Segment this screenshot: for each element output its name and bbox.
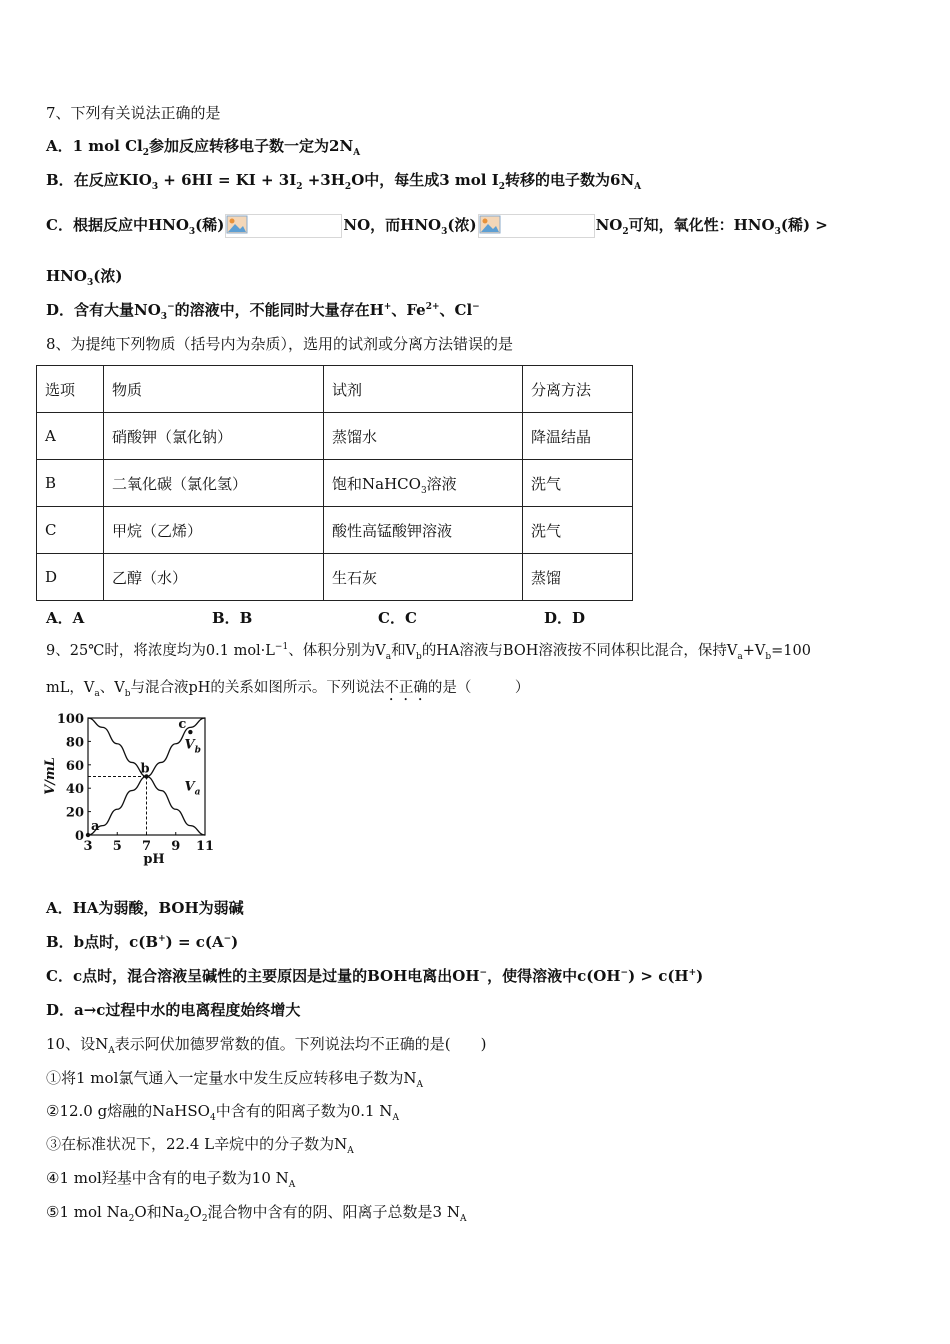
superscript: 2+ — [425, 302, 440, 312]
y-tick-label: 0 — [74, 829, 84, 844]
text: 的溶液中，不能同时大量存在H — [174, 301, 384, 319]
emphasized-text: 不正确 — [384, 680, 428, 696]
option-label: B． — [46, 171, 74, 189]
q9-option-d: D．a→c过程中水的电离程度始终增大 — [46, 1001, 301, 1019]
point-label-b: b — [140, 761, 150, 777]
broken-image-icon — [225, 214, 342, 238]
option-label: C． — [46, 216, 73, 234]
text: 的HA溶液与BOH溶液按不同体积比混合，保持V — [421, 643, 738, 659]
text: ) = c(A — [165, 933, 224, 951]
text: =100 — [771, 643, 811, 659]
text: + 6HI = KI + 3I — [158, 171, 297, 189]
text: 含有大量NO — [74, 301, 161, 319]
subscript: 3 — [160, 312, 168, 322]
x-tick-label: 11 — [195, 839, 215, 854]
text: ) — [696, 967, 704, 985]
ph-volume-chart — [40, 710, 220, 870]
table-cell: B — [37, 460, 104, 507]
subscript: 2 — [296, 182, 303, 192]
table-header: 物质 — [104, 366, 324, 413]
table-cell: A — [37, 413, 104, 460]
table-header: 试剂 — [324, 366, 523, 413]
text: 根据反应中HNO — [72, 216, 189, 234]
x-tick-label: 7 — [141, 839, 152, 854]
text: (稀) > — [780, 216, 828, 234]
table-cell: 蒸馏 — [523, 554, 633, 601]
superscript: + — [688, 968, 697, 978]
subscript: A — [347, 1146, 354, 1156]
broken-image-icon — [478, 214, 595, 238]
subscript: 3 — [441, 227, 448, 237]
text: ④1 mol羟基中含有的电子数为10 N — [46, 1169, 289, 1187]
text: 和V — [391, 643, 417, 659]
table-cell: 洗气 — [523, 507, 633, 554]
text: 、体积分别为V — [288, 643, 386, 659]
q10-item-2 — [46, 1101, 399, 1121]
text: ) > c(H — [628, 967, 689, 985]
subscript: A — [392, 1113, 399, 1123]
text: 参加反应转移电子数一定为2N — [149, 137, 354, 155]
y-axis-label: V/mL — [43, 757, 58, 795]
x-tick-label: 3 — [83, 839, 93, 854]
option-b: B．B — [212, 609, 253, 627]
y-tick-label: 100 — [56, 712, 84, 727]
text: 饱和NaHCO — [332, 474, 421, 493]
subscript: 3 — [188, 227, 196, 237]
superscript: − — [472, 302, 480, 312]
text: 中含有的阳离子数为0.1 N — [215, 1102, 393, 1120]
table-cell: 二氧化碳（氯化氢） — [104, 460, 324, 507]
table-cell: 降温结晶 — [523, 413, 633, 460]
text: 混合物中含有的阴、阳离子总数是3 N — [207, 1203, 460, 1221]
point-c — [188, 730, 192, 734]
option-label: D． — [46, 301, 75, 319]
option-label: A． — [46, 137, 73, 155]
superscript: + — [383, 302, 392, 312]
point-label-a: a — [91, 819, 100, 834]
text: 溶液 — [426, 474, 457, 493]
q10-stem — [46, 1034, 486, 1054]
subscript: a — [737, 651, 743, 662]
y-tick-label: 40 — [65, 782, 84, 798]
subscript: a — [385, 651, 392, 662]
text: ) — [231, 933, 239, 951]
q8-table — [36, 365, 633, 601]
subscript: 3 — [774, 227, 781, 237]
table-cell: 蒸馏水 — [324, 413, 523, 460]
subscript: A — [460, 1214, 467, 1224]
q10-item-5 — [46, 1202, 467, 1222]
table-row — [37, 507, 633, 554]
y-tick-label: 20 — [65, 805, 84, 821]
subscript: A — [288, 1180, 296, 1190]
point-a — [86, 833, 90, 837]
text: NO，而HNO — [343, 216, 442, 234]
superscript: −1 — [274, 642, 289, 653]
option-c: C．C — [378, 609, 417, 627]
table-cell: 硝酸钾（氯化钠） — [104, 413, 324, 460]
q10-item-1 — [46, 1068, 423, 1088]
q7-option-c-continued — [46, 266, 122, 286]
table-row — [37, 460, 633, 507]
text: (浓) — [93, 267, 123, 285]
text: 、Cl — [439, 301, 473, 319]
text: 与混合液pH的关系如图所示。下列说法 — [130, 680, 385, 696]
text: 、V — [99, 680, 125, 696]
table-header: 选项 — [37, 366, 104, 413]
q9-stem-line1 — [46, 641, 811, 661]
subscript: 4 — [209, 1113, 216, 1123]
subscript: A — [634, 182, 642, 192]
subscript: a — [94, 688, 100, 699]
q10-item-3 — [46, 1134, 354, 1154]
text: (稀) — [195, 216, 225, 234]
text: O和Na — [134, 1203, 184, 1221]
text: C．c点时，混合溶液呈碱性的主要原因是过量的BOH电离出OH — [46, 967, 480, 985]
series-label-Va: $V_a$ — [184, 779, 201, 798]
text: 9、25℃时，将浓度均为0.1 mol·L — [46, 643, 275, 659]
text: 转移的电子数为6N — [505, 171, 635, 189]
subscript: 2 — [183, 1214, 190, 1224]
superscript: − — [620, 968, 629, 978]
q7-option-a — [46, 136, 360, 156]
q10-item-4 — [46, 1168, 295, 1188]
table-cell: 洗气 — [523, 460, 633, 507]
subscript: b — [124, 688, 131, 699]
table-header: 分离方法 — [523, 366, 633, 413]
q9-stem-line2 — [46, 678, 529, 704]
text: 可知，氧化性：HNO — [628, 216, 775, 234]
table-header-row — [37, 366, 633, 413]
table-cell: 甲烷（乙烯） — [104, 507, 324, 554]
superscript: − — [223, 934, 232, 944]
option-a: A．A — [46, 609, 85, 627]
text: NO — [595, 216, 623, 234]
table-cell: 乙醇（水） — [104, 554, 324, 601]
text: +3H — [302, 171, 345, 189]
subscript: 2 — [201, 1214, 208, 1224]
table-cell: D — [37, 554, 104, 601]
q9-option-c — [46, 966, 703, 986]
table-cell: 酸性高锰酸钾溶液 — [324, 507, 523, 554]
subscript: 2 — [622, 227, 629, 237]
text: HNO — [46, 267, 87, 285]
y-tick-label: 60 — [65, 758, 84, 774]
superscript: − — [167, 302, 175, 312]
q7-option-b — [46, 170, 641, 190]
text: ③在标准状况下，22.4 L辛烷中的分子数为N — [46, 1135, 348, 1153]
subscript: 2 — [128, 1214, 135, 1224]
subscript: A — [353, 148, 361, 158]
superscript: + — [158, 934, 166, 944]
table-cell: 生石灰 — [324, 554, 523, 601]
y-tick-label: 80 — [65, 735, 84, 751]
q8-options — [46, 608, 585, 628]
point-label-c: c — [178, 717, 187, 733]
q9-option-b — [46, 932, 238, 952]
q8-stem: 8、为提纯下列物质（括号内为杂质），选用的试剂或分离方法错误的是 — [46, 335, 514, 353]
subscript: 3 — [86, 278, 94, 288]
text: 1 mol Cl — [72, 137, 143, 155]
table-cell: C — [37, 507, 104, 554]
text: ①将1 mol氯气通入一定量水中发生反应转移电子数为N — [46, 1069, 417, 1087]
subscript: b — [416, 651, 422, 662]
text: B．b点时，c(B — [46, 933, 159, 951]
text: O中，每生成3 mol I — [351, 171, 499, 189]
subscript: A — [108, 1046, 115, 1056]
x-axis-label: pH — [143, 852, 165, 867]
x-tick-label: 5 — [112, 839, 122, 854]
superscript: − — [479, 968, 488, 978]
text: 的是（ ） — [427, 680, 530, 696]
x-tick-label: 9 — [171, 839, 181, 854]
text: ②12.0 g熔融的NaHSO — [46, 1102, 210, 1120]
q7-stem: 7、下列有关说法正确的是 — [46, 104, 221, 122]
text: (浓) — [447, 216, 477, 234]
subscript: 3 — [151, 182, 159, 192]
text: ⑤1 mol Na — [46, 1203, 129, 1221]
table-row — [37, 554, 633, 601]
option-d: D．D — [544, 609, 586, 627]
subscript: b — [765, 651, 772, 662]
text: +V — [742, 643, 766, 659]
text: ，使得溶液中c(OH — [487, 967, 621, 985]
subscript: A — [416, 1080, 423, 1090]
text: 10、设N — [46, 1035, 109, 1053]
text: 在反应KIO — [73, 171, 152, 189]
subscript: 2 — [344, 182, 352, 192]
text: 、Fe — [391, 301, 426, 319]
subscript: 2 — [498, 182, 505, 192]
q7-option-d — [46, 300, 480, 320]
table-cell — [324, 460, 523, 507]
subscript: 2 — [142, 148, 149, 158]
q9-option-a: A．HA为弱酸，BOH为弱碱 — [46, 899, 244, 917]
text: O — [189, 1203, 202, 1221]
table-row — [37, 413, 633, 460]
text: 表示阿伏加德罗常数的值。下列说法均不正确的是( ) — [114, 1035, 487, 1053]
subscript: 3 — [420, 485, 427, 496]
text: mL，V — [46, 680, 95, 696]
series-label-sub: b — [194, 745, 201, 756]
series-label-Vb: $V_b$ — [184, 737, 201, 756]
series-label-sub: a — [194, 787, 201, 798]
q7-option-c — [46, 214, 828, 238]
